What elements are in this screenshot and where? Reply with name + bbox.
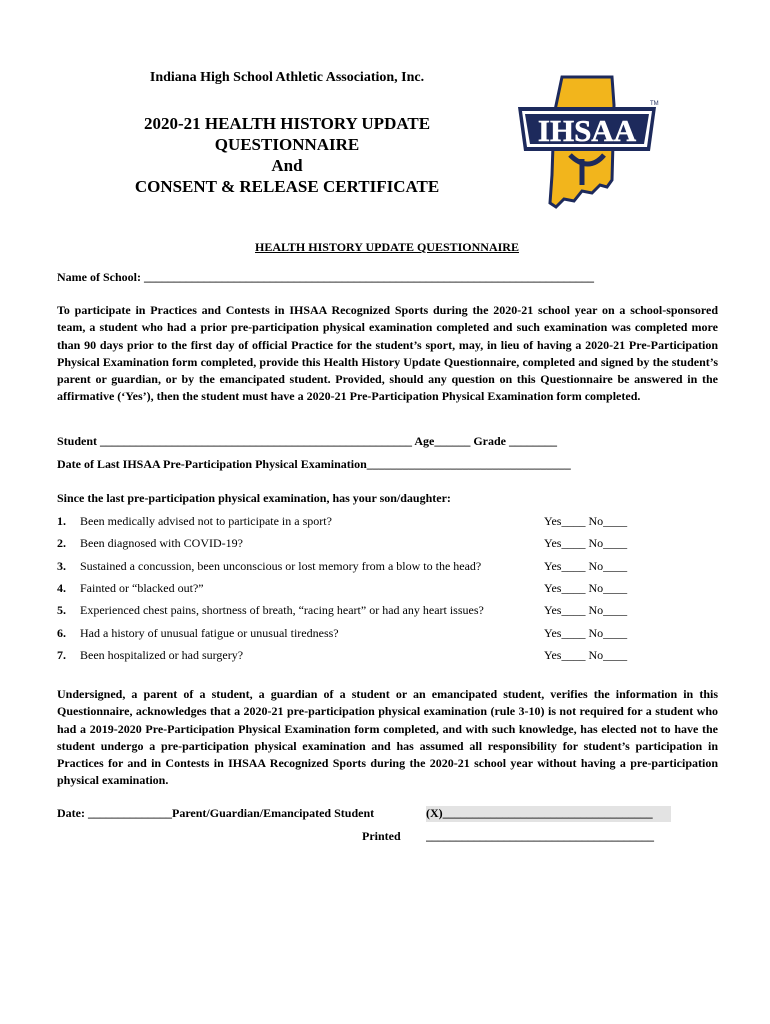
question-item — [57, 559, 717, 579]
question-number: 5. — [57, 603, 66, 617]
consent-paragraph: Undersigned, a parent of a student, a guardian of a student or an emancipated student, verifies the information in this Questionnaire, acknowledges that a 2020-21 pre-participation physical examination (rule 3-10) is not required for a student who had a 2019-2020 Pre-Participation Physical Examination form completed, and with such knowledge, has elected not to have the student undergo a pre-participation physical examination and has assumed all responsibility for student’s participation in Practices for and in Contests in IHSAA Recognized Sports during the 2020-21 school year without having a pre-participation physical examination. — [57, 687, 718, 788]
question-text: Been diagnosed with COVID-19? — [80, 536, 243, 550]
signature-field[interactable]: (X)___________________________________ — [426, 806, 671, 822]
yes-no-answer[interactable]: Yes____ No____ — [544, 648, 628, 662]
question-item — [57, 626, 717, 646]
question-item — [57, 648, 717, 668]
question-number: 6. — [57, 626, 66, 640]
date-signer-field[interactable]: Date: ______________Parent/Guardian/Emancipated Student — [57, 806, 375, 820]
questions-prompt: Since the last pre-participation physical examination, has your son/daughter: — [57, 491, 451, 505]
question-item — [57, 536, 717, 556]
question-text: Had a history of unusual fatigue or unusual tiredness? — [80, 626, 339, 640]
question-text: Fainted or “blacked out?” — [80, 581, 204, 595]
question-text: Been hospitalized or had surgery? — [80, 648, 244, 662]
yes-no-answer[interactable]: Yes____ No____ — [544, 514, 628, 528]
ihsaa-logo — [512, 75, 662, 210]
question-item — [57, 603, 717, 623]
yes-no-answer[interactable]: Yes____ No____ — [544, 626, 628, 640]
question-text: Sustained a concussion, been unconscious or lost memory from a blow to the head? — [80, 559, 482, 573]
title-line: QUESTIONNAIRE — [214, 135, 360, 154]
question-text: Been medically advised not to participate in a sport? — [80, 514, 332, 528]
title-line: And — [271, 156, 303, 175]
section-heading: HEALTH HISTORY UPDATE QUESTIONNAIRE — [255, 240, 519, 254]
student-info-field[interactable]: Student ____________________________________________________ Age______ Grade ________ — [57, 434, 558, 448]
yes-no-answer[interactable]: Yes____ No____ — [544, 603, 628, 617]
question-number: 4. — [57, 581, 66, 595]
yes-no-answer[interactable]: Yes____ No____ — [544, 559, 628, 573]
question-item — [57, 514, 717, 534]
organization-name: Indiana High School Athletic Association, Inc. — [149, 70, 425, 85]
question-number: 3. — [57, 559, 66, 573]
last-exam-date-field[interactable]: Date of Last IHSAA Pre-Participation Physical Examination__________________________________ — [57, 457, 571, 471]
question-text: Experienced chest pains, shortness of breath, “racing heart” or had any heart issues? — [80, 603, 484, 617]
question-number: 1. — [57, 514, 66, 528]
question-number: 2. — [57, 536, 66, 550]
trademark-mark: TM — [650, 101, 659, 107]
intro-paragraph: To participate in Practices and Contests in IHSAA Recognized Sports during the 2020-21 school year on a school-sponsored team, a student who had a prior pre-participation physical examination completed and such examination was completed more than 90 days prior to the first day of official Practice for the student’s sport, may, in lieu of having a 2020-21 Pre-Participation Physical Examination form completed, provide this Health History Update Questionnaire, completed and signed by the student’s parent or guardian, or by the emancipated student. Provided, should any question on this Questionnaire be answered in the affirmative (‘Yes’), then the student must have a 2020-21 Pre-Participation Physical Examination form completed. — [57, 303, 718, 404]
printed-name-field[interactable]: ______________________________________ — [426, 829, 654, 843]
title-line: CONSENT & RELEASE CERTIFICATE — [134, 177, 440, 196]
printed-name-label: Printed — [362, 829, 401, 843]
title-line: 2020-21 HEALTH HISTORY UPDATE — [143, 114, 431, 133]
logo-text: IHSAA — [537, 113, 637, 148]
school-name-field[interactable]: Name of School: ___________________________________________________________________________ — [57, 270, 594, 284]
document-title — [0, 113, 574, 197]
yes-no-answer[interactable]: Yes____ No____ — [544, 536, 628, 550]
yes-no-answer[interactable]: Yes____ No____ — [544, 581, 628, 595]
question-item — [57, 581, 717, 601]
question-number: 7. — [57, 648, 66, 662]
